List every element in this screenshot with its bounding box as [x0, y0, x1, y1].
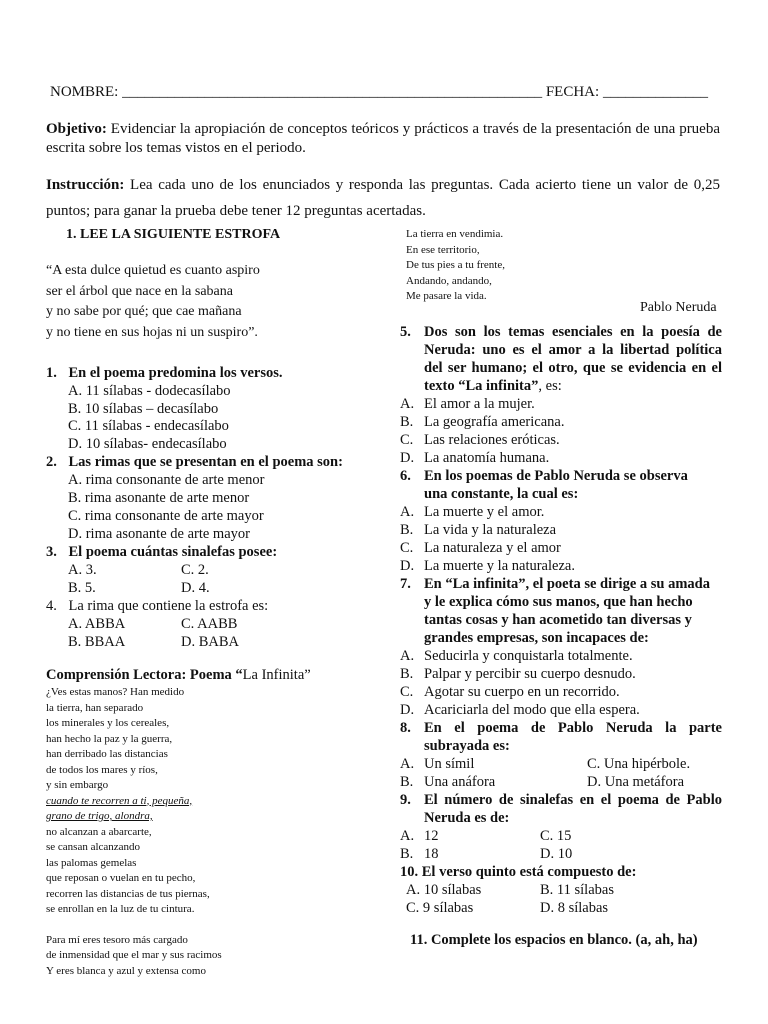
poem-line: de inmensidad que el mar y sus racimos [46, 949, 222, 961]
stanza-line: ser el árbol que nace en la sabana [46, 283, 233, 299]
objective-label: Objetivo: [46, 121, 107, 137]
question-5-line [424, 377, 562, 395]
nombre-label: NOMBRE: [50, 84, 119, 100]
option-q10-a[interactable]: A. 10 sílabas [406, 882, 482, 898]
reading-title-bold: Comprensión Lectora: Poema “ [46, 667, 243, 683]
option-q5-c[interactable]: Las relaciones eróticas. [424, 432, 560, 448]
objective-paragraph [46, 120, 720, 158]
option-q3-a[interactable]: A. 3. [68, 562, 97, 578]
option-q9-c[interactable]: C. 15 [540, 828, 572, 844]
poem-line-underlined: grano de trigo, alondra, [46, 810, 153, 822]
poem-author: Pablo Neruda [640, 300, 717, 315]
option-letter: A. [400, 756, 415, 772]
option-q7-a[interactable]: Seducirla y conquistarla totalmente. [424, 648, 633, 664]
instruction-text: Lea cada uno de los enunciados y responda las preguntas. Cada acierto tiene un valor de 0,25 puntos; para ganar la prueba debe tener 12 preguntas acertadas. [46, 177, 720, 219]
option-q7-c[interactable]: Agotar su cuerpo en un recorrido. [424, 684, 620, 700]
option-q8-d[interactable]: D. Una metáfora [587, 774, 685, 790]
stanza-line: y no tiene en sus hojas ni un suspiro”. [46, 324, 258, 340]
question-5-line: Neruda: uno es el amor a la libertad política [424, 342, 722, 358]
poem-line-underlined: cuando te recorren a ti, pequeña, [46, 794, 193, 807]
question-number: 4. [46, 598, 57, 614]
right-questions [400, 323, 724, 953]
option-letter: C. [400, 432, 414, 448]
poem-line: se cansan alcanzando [46, 841, 141, 853]
poem-line: De tus pies a tu frente, [406, 259, 505, 271]
section-title-stanza: 1. LEE LA SIGUIENTE ESTROFA [66, 227, 281, 242]
option-q8-c[interactable]: C. Una hipérbole. [587, 756, 691, 772]
question-9-line: Neruda es de: [424, 810, 510, 826]
question-8-line: En el poema de Pablo Neruda la parte [424, 720, 722, 736]
option-q1-b[interactable]: B. 10 sílabas – decasílabo [68, 401, 219, 417]
poem-line: Para mí eres tesoro más cargado [46, 933, 188, 946]
option-letter: D. [400, 558, 415, 574]
question-text: La rima que contiene la estrofa es: [68, 598, 269, 614]
option-letter: A. [400, 828, 415, 844]
option-q5-a[interactable]: El amor a la mujer. [424, 396, 535, 412]
question-6-line: En los poemas de Pablo Neruda se observa [424, 468, 688, 484]
question-9-line: El número de sinalefas en el poema de Pablo [424, 792, 722, 808]
poem-line: de todos los mares y ríos, [46, 763, 158, 776]
reading-title-regular: La Infinita” [242, 667, 311, 683]
fecha-blank[interactable]: ______________ [602, 84, 708, 100]
option-q4-a[interactable]: A. ABBA [68, 616, 126, 632]
option-q4-c[interactable]: C. AABB [181, 616, 238, 632]
question-number: 2. [46, 454, 57, 470]
option-letter: A. [400, 396, 415, 412]
option-letter: A. [400, 648, 415, 664]
option-letter: A. [400, 504, 415, 520]
poem-continuation [406, 227, 505, 305]
question-7-number: 7. [400, 576, 411, 592]
poem-line: las palomas gemelas [46, 856, 137, 869]
question-text: Complete los espacios en blanco. (a, ah, ha) [430, 932, 698, 948]
option-q7-b[interactable]: Palpar y percibir su cuerpo desnudo. [424, 666, 636, 682]
question-4 [46, 597, 268, 615]
poem-line: la tierra, han separado [46, 701, 144, 714]
option-letter: B. [400, 414, 414, 430]
question-1 [46, 364, 283, 382]
option-q8-b[interactable]: Una anáfora [424, 774, 496, 790]
option-q8-a[interactable]: Un símil [424, 756, 475, 772]
option-letter: B. [400, 774, 414, 790]
question-2 [46, 453, 343, 471]
option-q1-a[interactable]: A. 11 sílabas - dodecasílabo [68, 383, 231, 399]
option-q2-b[interactable]: B. rima asonante de arte menor [68, 490, 250, 506]
option-q4-b[interactable]: B. BBAA [68, 634, 126, 650]
instruction-label: Instrucción: [46, 177, 125, 193]
option-letter: B. [400, 522, 414, 538]
reading-title [46, 667, 311, 684]
option-letter: B. [400, 846, 414, 862]
option-q3-b[interactable]: B. 5. [68, 580, 96, 596]
poem-line: recorren las distancias de tus piernas, [46, 887, 210, 900]
option-q10-c[interactable]: C. 9 sílabas [406, 900, 474, 916]
question-text: El poema cuántas sinalefas posee: [68, 544, 278, 560]
poem-line: los minerales y los cereales, [46, 717, 170, 729]
option-q7-d[interactable]: Acariciarla del modo que ella espera. [424, 702, 640, 718]
poem-line: La tierra en vendimia. [406, 228, 504, 240]
question-text: Las rimas que se presentan en el poema son: [68, 454, 343, 470]
option-q10-d[interactable]: D. 8 sílabas [540, 900, 609, 916]
poem-line: que reposan o vuelan en tu pecho, [46, 872, 196, 884]
question-8-number: 8. [400, 720, 411, 736]
option-q2-d[interactable]: D. rima asonante de arte mayor [68, 526, 250, 542]
poem-line: han hecho la paz y la guerra, [46, 732, 173, 745]
question-6-number: 6. [400, 468, 411, 484]
question-5-text-end: texto “La infinita” [424, 378, 539, 394]
question-number: 11. [410, 932, 428, 948]
option-q2-c[interactable]: C. rima consonante de arte mayor [68, 508, 264, 524]
option-letter: C. [400, 540, 414, 556]
poem-line: han derribado las distancias [46, 748, 168, 760]
question-5-number: 5. [400, 324, 411, 340]
question-number: 3. [46, 544, 57, 560]
option-q9-d[interactable]: D. 10 [540, 846, 573, 862]
option-q9-a[interactable]: 12 [424, 828, 439, 844]
stanza-line: “A esta dulce quietud es cuanto aspiro [46, 263, 260, 278]
poem-line: ¿Ves estas manos? Han medido [46, 686, 185, 698]
question-7-line: tantas cosas y han acometido tan diversas y [424, 612, 692, 628]
question-9-number: 9. [400, 792, 411, 808]
question-11 [410, 931, 698, 949]
option-q5-b[interactable]: La geografía americana. [424, 414, 565, 430]
question-number: 1. [46, 365, 57, 381]
option-q1-c[interactable]: C. 11 sílabas - endecasílabo [68, 418, 229, 434]
stanza [46, 261, 260, 343]
option-q3-d[interactable]: D. 4. [181, 580, 210, 596]
question-3 [46, 543, 277, 561]
name-line [50, 84, 708, 101]
question-text: En el poema predomina los versos. [68, 365, 283, 381]
option-q4-d[interactable]: D. BABA [181, 634, 240, 650]
option-q10-b[interactable]: B. 11 sílabas [540, 882, 614, 898]
option-q6-a[interactable]: La muerte y el amor. [424, 504, 545, 520]
question-7-line: grandes empresas, son incapaces de: [424, 630, 649, 646]
question-number: 10. [400, 864, 419, 880]
instruction-paragraph [46, 172, 720, 224]
question-5-line: Dos son los temas esenciales en la poesía de [424, 324, 722, 340]
option-q3-c[interactable]: C. 2. [181, 562, 209, 578]
option-letter: C. [400, 684, 414, 700]
option-q6-c[interactable]: La naturaleza y el amor [424, 540, 561, 556]
poem-infinita [46, 685, 222, 979]
objective-text: Evidenciar la apropiación de conceptos teóricos y prácticos a través de la presentación de una prueba escrita sobre los temas vistos en el periodo. [46, 121, 720, 156]
question-10 [400, 863, 636, 881]
option-q2-a[interactable]: A. rima consonante de arte menor [68, 472, 265, 488]
question-5-tail: , es: [538, 378, 562, 394]
question-6-line: una constante, la cual es: [424, 486, 579, 502]
option-q9-b[interactable]: 18 [424, 846, 439, 862]
question-text: El verso quinto está compuesto de: [421, 864, 637, 880]
stanza-line: y no sabe por qué; que cae mañana [46, 304, 242, 319]
fecha-label: FECHA: [545, 84, 600, 100]
option-letter: D. [400, 450, 415, 466]
poem-line: Me pasare la vida. [406, 290, 487, 302]
option-q1-d[interactable]: D. 10 sílabas- endecasílabo [68, 436, 227, 452]
option-letter: D. [400, 702, 415, 718]
poem-line: Andando, andando, [406, 274, 492, 287]
poem-line: Y eres blanca y azul y extensa como [46, 964, 206, 977]
option-q6-b[interactable]: La vida y la naturaleza [424, 522, 557, 538]
option-letter: B. [400, 666, 414, 682]
poem-line: no alcanzan a abarcarte, [46, 825, 152, 838]
nombre-blank[interactable]: ________________________________________________________ [122, 84, 543, 100]
option-q6-d[interactable]: La muerte y la naturaleza. [424, 558, 575, 574]
question-5-line: del ser humano; el otro, que se evidencia en el [424, 360, 722, 376]
question-8-line: subrayada es: [424, 738, 510, 754]
question-7-line: y le explica cómo sus manos, que han hecho [424, 594, 693, 610]
poem-line: se enrollan en la luz de tu cintura. [46, 903, 195, 915]
option-q5-d[interactable]: La anatomía humana. [424, 450, 550, 466]
question-7-line: En “La infinita”, el poeta se dirige a su amada [424, 576, 710, 592]
poem-line: y sin embargo [46, 779, 109, 791]
poem-line: En ese territorio, [406, 243, 480, 256]
